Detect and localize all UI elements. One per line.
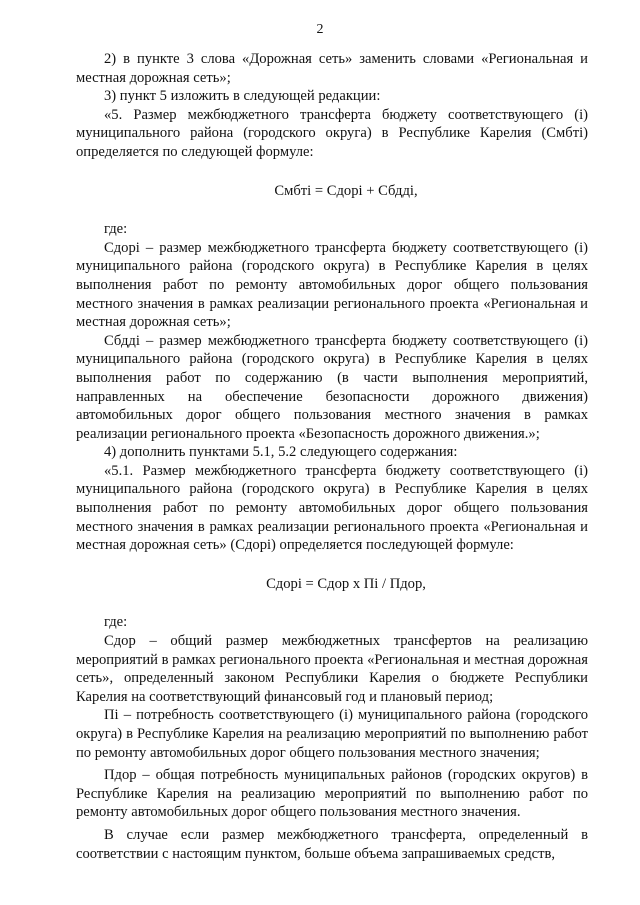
paragraph-amendment-2: 2) в пункте 3 слова «Дорожная сеть» заменить словами «Региональная и местная дорожная сеть»; — [76, 51, 588, 86]
page-number: 2 — [316, 22, 324, 37]
paragraph-pdor-definition: Пдор – общая потребность муниципальных районов (городских округов) в Республике Карелия на реализацию мероприятий по выполнению работ по ремонту автомобильных дорог общего пользования местного значения. — [76, 767, 588, 821]
paragraph-sdor-total-definition: Сдор – общий размер межбюджетных трансфертов на реализацию мероприятий в рамках регионального проекта «Региональная и местная дорожная сеть», определенный законом Республики Карелия о бюджете Республики Карелия на соответствующий финансовый год и плановый период; — [76, 633, 588, 705]
paragraph-where-1: где: — [104, 221, 128, 238]
paragraph-clause-5-1: «5.1. Размер межбюджетного трансферта бюджету соответствующего (i) муниципального района (городского округа) в Республике Карелия в целях выполнения работ по ремонту автомобильных дорог общего пользования местного значения в рамках реализации регионального проекта «Региональная и местная дорожная сеть» (Сдорi) определяется последующей формуле: — [76, 462, 588, 554]
paragraph-amendment-3: 3) пункт 5 изложить в следующей редакции: — [104, 88, 381, 105]
formula-sdor: Сдорi = Сдор х Пi / Пдор, — [266, 575, 426, 592]
formula-smbt: Смбтi = Сдорi + Сбддi, — [274, 182, 418, 199]
paragraph-pi-definition: Пi – потребность соответствующего (i) муниципального района (городского округа) в Республике Карелия на реализацию мероприятий по выполнению работ по ремонту автомобильных дорог общего пользования местного значения; — [76, 707, 588, 761]
paragraph-clause-5: «5. Размер межбюджетного трансферта бюджету соответствующего (i) муниципального района (городского округа) в Республике Карелия (Смбтi) определяется по следующей формуле: — [76, 106, 588, 160]
paragraph-sdor-definition: Сдорi – размер межбюджетного трансферта бюджету соответствующего (i) муниципального района (городского округа) в Республике Карелия в целях выполнения работ по ремонту автомобильных дорог общего пользования местного значения в рамках реализации регионального проекта «Региональная и местная дорожная сеть»; — [76, 239, 588, 331]
paragraph-sbdd-definition: Сбддi – размер межбюджетного трансферта бюджету соответствующего (i) муниципального района (городского округа) в Республике Карелия в целях выполнения работ по содержанию (в части выполнения мероприятий, направленных на обеспечение безопасности дорожного движения) автомобильных дорог общего пользования местного значения в рамках реализации регионального проекта «Безопасность дорожного движения.»; — [76, 332, 588, 442]
paragraph-excess-case: В случае если размер межбюджетного трансферта, определенный в соответствии с настоящим пунктом, больше объема запрашиваемых средств, — [76, 826, 588, 862]
paragraph-where-2: где: — [104, 614, 128, 631]
document-body — [76, 50, 588, 863]
paragraph-amendment-4: 4) дополнить пунктами 5.1, 5.2 следующего содержания: — [104, 444, 458, 461]
